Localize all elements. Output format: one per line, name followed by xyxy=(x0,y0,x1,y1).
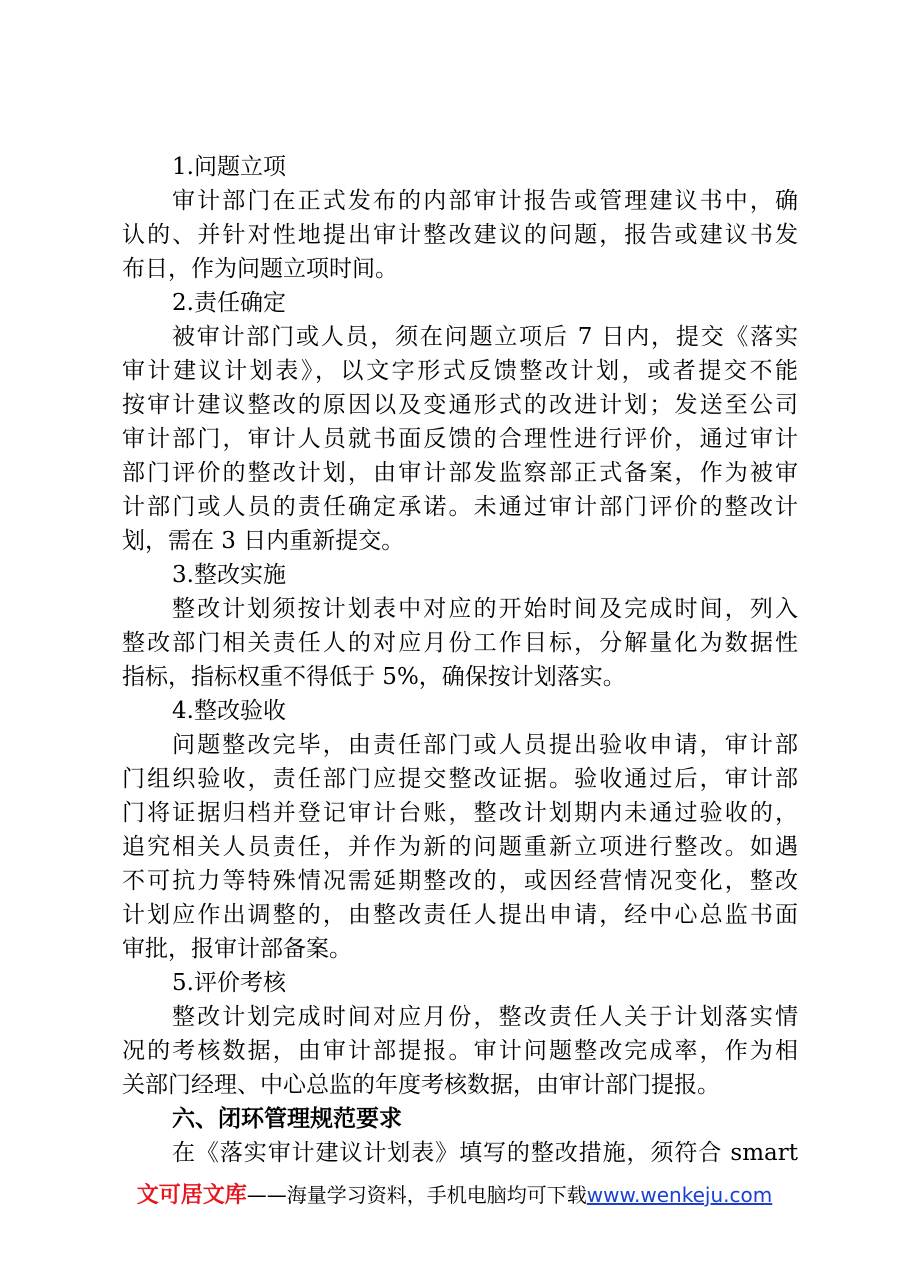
paragraph-line: 问题整改完毕，由责任部门或人员提出验收申请，审计部 xyxy=(172,732,798,758)
paragraph-line: 认的、并针对性地提出审计整改建议的问题，报告或建议书发 xyxy=(122,222,798,248)
paragraph-line: 关部门经理、中心总监的年度考核数据，由审计部门提报。 xyxy=(122,1072,720,1098)
paragraph-line: 划，需在 3 日内重新提交。 xyxy=(122,528,405,554)
chapter-heading: 六、闭环管理规范要求 xyxy=(172,1106,402,1132)
paragraph-line: 审计部门在正式发布的内部审计报告或管理建议书中，确 xyxy=(172,188,798,214)
paragraph-line: 按审计建议整改的原因以及变通形式的改进计划；发送至公司 xyxy=(122,392,798,418)
section-heading: 2.责任确定 xyxy=(172,290,286,316)
paragraph-line: 门将证据归档并登记审计台账，整改计划期内未通过验收的， xyxy=(122,800,798,826)
paragraph-line: 指标，指标权重不得低于 5%，确保按计划落实。 xyxy=(122,664,626,690)
section-heading: 5.评价考核 xyxy=(172,970,286,996)
paragraph-line: 整改部门相关责任人的对应月份工作目标，分解量化为数据性 xyxy=(122,630,798,656)
paragraph-line: 部门评价的整改计划，由审计部发监察部正式备案，作为被审 xyxy=(122,460,798,486)
footer-banner xyxy=(0,1180,909,1211)
paragraph-line: 整改计划完成时间对应月份，整改责任人关于计划落实情 xyxy=(172,1004,798,1030)
paragraph-line: 追究相关人员责任，并作为新的问题重新立项进行整改。如遇 xyxy=(122,834,798,860)
paragraph-line: 不可抗力等特殊情况需延期整改的，或因经营情况变化，整改 xyxy=(122,868,798,894)
paragraph-line: 计部门或人员的责任确定承诺。未通过审计部门评价的整改计 xyxy=(122,494,798,520)
brand-logo-text: 文可居文库 xyxy=(136,1183,247,1208)
section-heading: 1.问题立项 xyxy=(172,154,286,180)
paragraph-line: 审批，报审计部备案。 xyxy=(122,936,352,962)
section-heading: 3.整改实施 xyxy=(172,562,286,588)
section-heading: 4.整改验收 xyxy=(172,698,286,724)
paragraph-line: 在《落实审计建议计划表》填写的整改措施，须符合 smart xyxy=(172,1140,798,1166)
paragraph-line: 况的考核数据，由审计部提报。审计问题整改完成率，作为相 xyxy=(122,1038,798,1064)
footer-tagline: ——海量学习资料，手机电脑均可下载 xyxy=(246,1183,587,1207)
paragraph-line: 审计建议计划表》，以文字形式反馈整改计划，或者提交不能 xyxy=(122,358,798,384)
paragraph-line: 审计部门，审计人员就书面反馈的合理性进行评价，通过审计 xyxy=(122,426,798,452)
paragraph-line: 门组织验收，责任部门应提交整改证据。验收通过后，审计部 xyxy=(122,766,798,792)
paragraph-line: 布日，作为问题立项时间。 xyxy=(122,256,398,282)
paragraph-line: 计划应作出调整的，由整改责任人提出申请，经中心总监书面 xyxy=(122,902,798,928)
footer-link[interactable]: www.wenkeju.com xyxy=(586,1183,773,1207)
paragraph-line: 被审计部门或人员，须在问题立项后 7 日内，提交《落实 xyxy=(172,324,798,350)
paragraph-line: 整改计划须按计划表中对应的开始时间及完成时间，列入 xyxy=(172,596,798,622)
document-body xyxy=(122,150,798,1170)
